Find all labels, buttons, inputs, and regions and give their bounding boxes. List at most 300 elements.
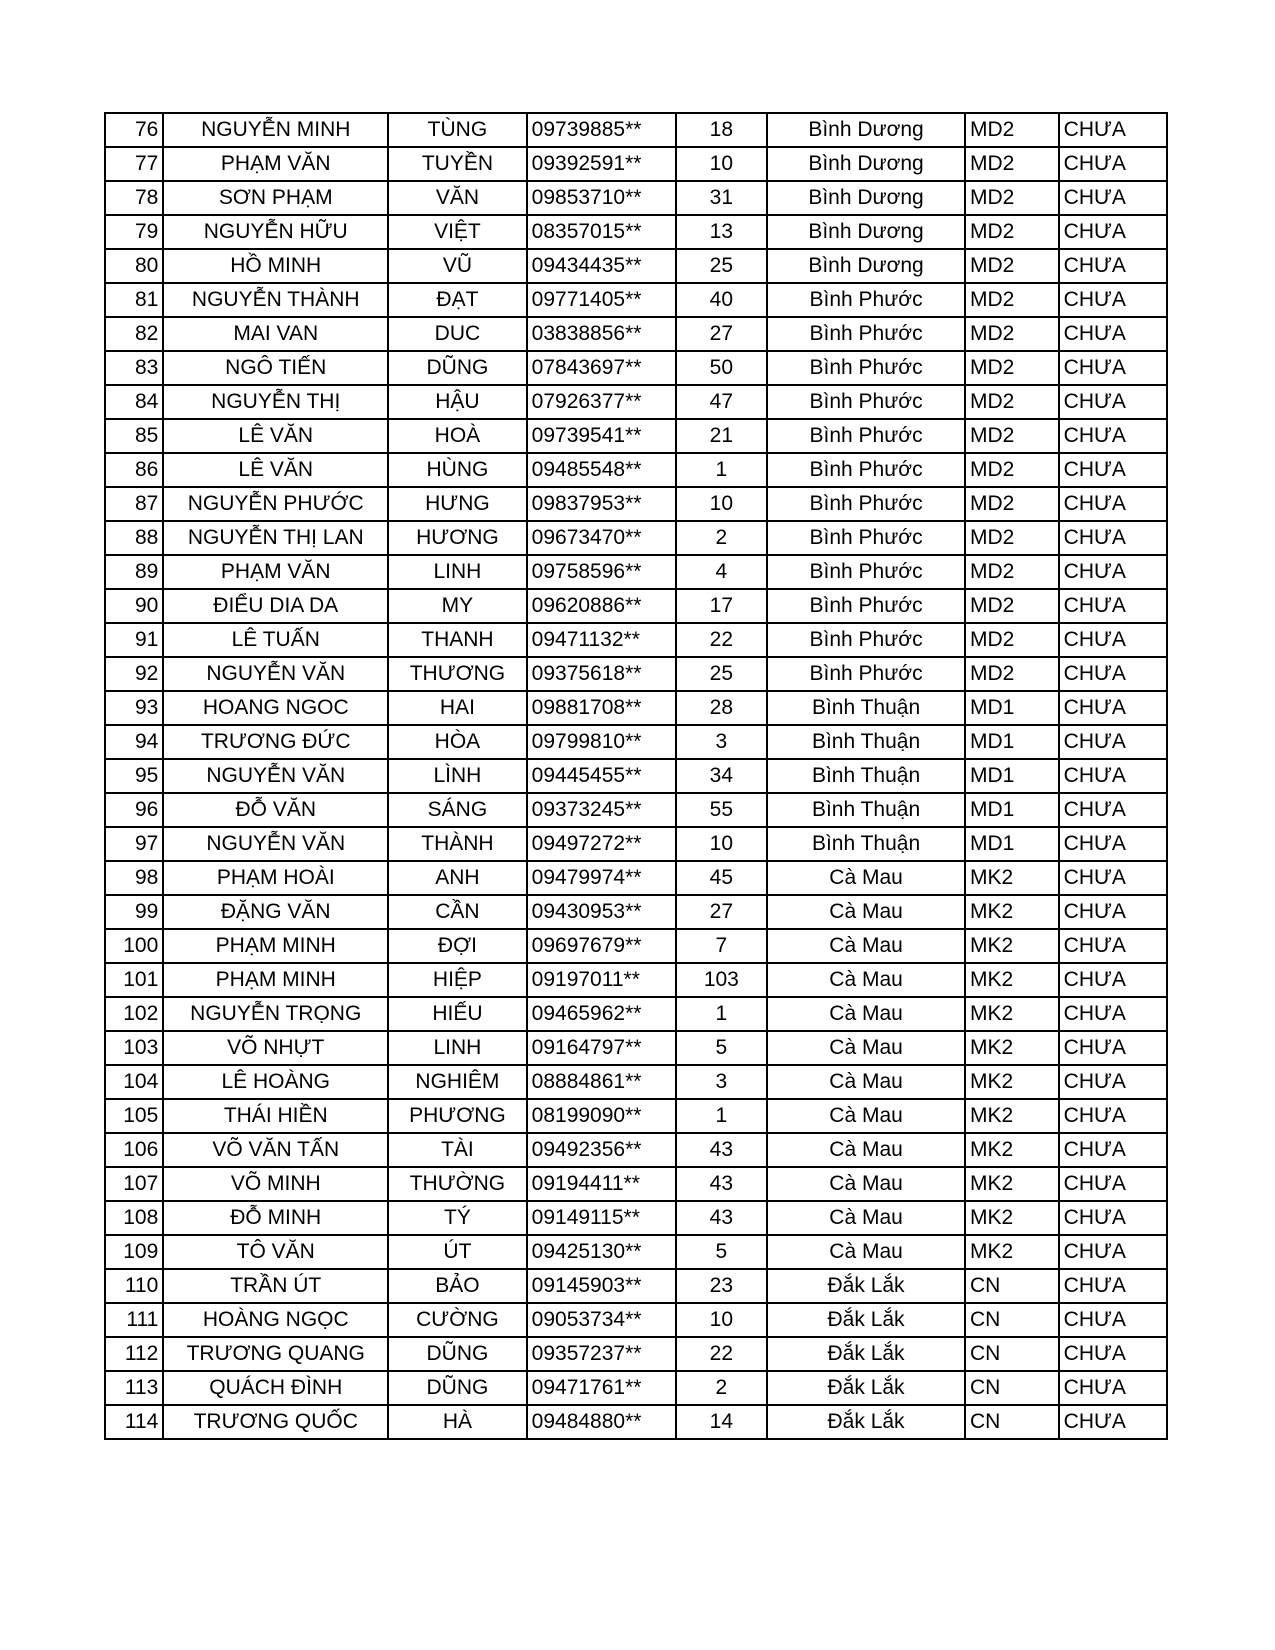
status-cell: CHƯA — [1059, 215, 1167, 249]
status-cell: CHƯA — [1059, 691, 1167, 725]
table-row — [105, 249, 1167, 283]
province-cell: Cà Mau — [767, 861, 965, 895]
status-cell: CHƯA — [1059, 725, 1167, 759]
given-name-cell: THƯƠNG — [388, 657, 526, 691]
given-name-cell: DŨNG — [388, 1337, 526, 1371]
quantity-cell: 4 — [676, 555, 768, 589]
status-cell: CHƯA — [1059, 1303, 1167, 1337]
given-name-cell: DUC — [388, 317, 526, 351]
quantity-cell: 25 — [676, 249, 768, 283]
row-number-cell: 82 — [105, 317, 163, 351]
quantity-cell: 22 — [676, 1337, 768, 1371]
quantity-cell: 25 — [676, 657, 768, 691]
row-number-cell: 91 — [105, 623, 163, 657]
region-code-cell: MK2 — [965, 1099, 1059, 1133]
given-name-cell: ĐẠT — [388, 283, 526, 317]
given-name-cell: THƯỜNG — [388, 1167, 526, 1201]
status-cell: CHƯA — [1059, 487, 1167, 521]
status-cell: CHƯA — [1059, 759, 1167, 793]
region-code-cell: MD2 — [965, 283, 1059, 317]
phone-number-cell: 09465962** — [527, 997, 676, 1031]
phone-number-cell: 09497272** — [527, 827, 676, 861]
table-row — [105, 1303, 1167, 1337]
region-code-cell: MD1 — [965, 759, 1059, 793]
table-row — [105, 1201, 1167, 1235]
phone-number-cell: 09479974** — [527, 861, 676, 895]
family-middle-name-cell: TRƯƠNG QUANG — [163, 1337, 388, 1371]
phone-number-cell: 09484880** — [527, 1405, 676, 1439]
family-middle-name-cell: NGUYỄN PHƯỚC — [163, 487, 388, 521]
phone-number-cell: 09739885** — [527, 113, 676, 147]
province-cell: Đắk Lắk — [767, 1269, 965, 1303]
province-cell: Bình Dương — [767, 215, 965, 249]
province-cell: Bình Thuận — [767, 793, 965, 827]
quantity-cell: 18 — [676, 113, 768, 147]
row-number-cell: 99 — [105, 895, 163, 929]
row-number-cell: 87 — [105, 487, 163, 521]
given-name-cell: VĂN — [388, 181, 526, 215]
status-cell: CHƯA — [1059, 1337, 1167, 1371]
given-name-cell: ÚT — [388, 1235, 526, 1269]
region-code-cell: CN — [965, 1337, 1059, 1371]
status-cell: CHƯA — [1059, 351, 1167, 385]
phone-number-cell: 09392591** — [527, 147, 676, 181]
table-row — [105, 1167, 1167, 1201]
province-cell: Cà Mau — [767, 1031, 965, 1065]
region-code-cell: MD2 — [965, 453, 1059, 487]
family-middle-name-cell: LÊ VĂN — [163, 419, 388, 453]
family-middle-name-cell: VÕ NHỰT — [163, 1031, 388, 1065]
row-number-cell: 81 — [105, 283, 163, 317]
given-name-cell: MY — [388, 589, 526, 623]
phone-number-cell: 09492356** — [527, 1133, 676, 1167]
row-number-cell: 109 — [105, 1235, 163, 1269]
phone-number-cell: 09053734** — [527, 1303, 676, 1337]
family-middle-name-cell: MAI VAN — [163, 317, 388, 351]
table-row — [105, 113, 1167, 147]
region-code-cell: CN — [965, 1303, 1059, 1337]
table-row — [105, 1337, 1167, 1371]
row-number-cell: 104 — [105, 1065, 163, 1099]
family-middle-name-cell: NGÔ TIẾN — [163, 351, 388, 385]
quantity-cell: 45 — [676, 861, 768, 895]
given-name-cell: THANH — [388, 623, 526, 657]
table-row — [105, 147, 1167, 181]
province-cell: Cà Mau — [767, 1235, 965, 1269]
province-cell: Cà Mau — [767, 997, 965, 1031]
family-middle-name-cell: ĐIỂU DIA DA — [163, 589, 388, 623]
family-middle-name-cell: TÔ VĂN — [163, 1235, 388, 1269]
row-number-cell: 92 — [105, 657, 163, 691]
row-number-cell: 96 — [105, 793, 163, 827]
status-cell: CHƯA — [1059, 963, 1167, 997]
quantity-cell: 28 — [676, 691, 768, 725]
status-cell: CHƯA — [1059, 1201, 1167, 1235]
family-middle-name-cell: QUÁCH ĐÌNH — [163, 1371, 388, 1405]
province-cell: Bình Phước — [767, 283, 965, 317]
status-cell: CHƯA — [1059, 1133, 1167, 1167]
table-row — [105, 1099, 1167, 1133]
given-name-cell: THÀNH — [388, 827, 526, 861]
given-name-cell: TÙNG — [388, 113, 526, 147]
quantity-cell: 7 — [676, 929, 768, 963]
quantity-cell: 21 — [676, 419, 768, 453]
given-name-cell: NGHIÊM — [388, 1065, 526, 1099]
province-cell: Cà Mau — [767, 1133, 965, 1167]
quantity-cell: 5 — [676, 1031, 768, 1065]
table-row — [105, 521, 1167, 555]
quantity-cell: 50 — [676, 351, 768, 385]
row-number-cell: 84 — [105, 385, 163, 419]
province-cell: Bình Phước — [767, 623, 965, 657]
family-middle-name-cell: ĐẶNG VĂN — [163, 895, 388, 929]
province-cell: Bình Phước — [767, 453, 965, 487]
row-number-cell: 89 — [105, 555, 163, 589]
region-code-cell: MK2 — [965, 861, 1059, 895]
given-name-cell: HƯNG — [388, 487, 526, 521]
quantity-cell: 13 — [676, 215, 768, 249]
family-middle-name-cell: HOANG NGOC — [163, 691, 388, 725]
province-cell: Cà Mau — [767, 929, 965, 963]
table-row — [105, 793, 1167, 827]
status-cell: CHƯA — [1059, 453, 1167, 487]
family-middle-name-cell: ĐỖ MINH — [163, 1201, 388, 1235]
region-code-cell: MD2 — [965, 487, 1059, 521]
phone-number-cell: 09837953** — [527, 487, 676, 521]
table-row — [105, 419, 1167, 453]
province-cell: Bình Dương — [767, 113, 965, 147]
table-row — [105, 351, 1167, 385]
row-number-cell: 105 — [105, 1099, 163, 1133]
family-middle-name-cell: NGUYỄN TRỌNG — [163, 997, 388, 1031]
family-middle-name-cell: PHẠM HOÀI — [163, 861, 388, 895]
quantity-cell: 103 — [676, 963, 768, 997]
table-row — [105, 1133, 1167, 1167]
row-number-cell: 111 — [105, 1303, 163, 1337]
given-name-cell: HAI — [388, 691, 526, 725]
phone-number-cell: 09739541** — [527, 419, 676, 453]
given-name-cell: PHƯƠNG — [388, 1099, 526, 1133]
region-code-cell: MK2 — [965, 1167, 1059, 1201]
status-cell: CHƯA — [1059, 1065, 1167, 1099]
row-number-cell: 98 — [105, 861, 163, 895]
status-cell: CHƯA — [1059, 1099, 1167, 1133]
region-code-cell: MD2 — [965, 555, 1059, 589]
province-cell: Đắk Lắk — [767, 1371, 965, 1405]
table-row — [105, 997, 1167, 1031]
phone-number-cell: 09357237** — [527, 1337, 676, 1371]
status-cell: CHƯA — [1059, 249, 1167, 283]
family-middle-name-cell: NGUYỄN THỊ — [163, 385, 388, 419]
phone-number-cell: 09149115** — [527, 1201, 676, 1235]
table-row — [105, 1269, 1167, 1303]
family-middle-name-cell: PHẠM MINH — [163, 963, 388, 997]
status-cell: CHƯA — [1059, 997, 1167, 1031]
province-cell: Bình Thuận — [767, 827, 965, 861]
phone-number-cell: 09673470** — [527, 521, 676, 555]
phone-number-cell: 09445455** — [527, 759, 676, 793]
table-row — [105, 657, 1167, 691]
given-name-cell: VIỆT — [388, 215, 526, 249]
roster-table — [104, 112, 1168, 1440]
row-number-cell: 110 — [105, 1269, 163, 1303]
region-code-cell: MK2 — [965, 997, 1059, 1031]
status-cell: CHƯA — [1059, 623, 1167, 657]
status-cell: CHƯA — [1059, 385, 1167, 419]
table-row — [105, 691, 1167, 725]
given-name-cell: HOÀ — [388, 419, 526, 453]
table-row — [105, 759, 1167, 793]
quantity-cell: 1 — [676, 1099, 768, 1133]
family-middle-name-cell: PHẠM VĂN — [163, 555, 388, 589]
status-cell: CHƯA — [1059, 1031, 1167, 1065]
province-cell: Bình Thuận — [767, 725, 965, 759]
family-middle-name-cell: PHẠM MINH — [163, 929, 388, 963]
family-middle-name-cell: NGUYỄN HỮU — [163, 215, 388, 249]
region-code-cell: MD2 — [965, 419, 1059, 453]
given-name-cell: BẢO — [388, 1269, 526, 1303]
quantity-cell: 2 — [676, 1371, 768, 1405]
status-cell: CHƯA — [1059, 181, 1167, 215]
given-name-cell: CƯỜNG — [388, 1303, 526, 1337]
region-code-cell: MD2 — [965, 521, 1059, 555]
quantity-cell: 34 — [676, 759, 768, 793]
province-cell: Đắk Lắk — [767, 1337, 965, 1371]
family-middle-name-cell: HỒ MINH — [163, 249, 388, 283]
table-row — [105, 215, 1167, 249]
table-row — [105, 283, 1167, 317]
family-middle-name-cell: TRƯƠNG ĐỨC — [163, 725, 388, 759]
status-cell: CHƯA — [1059, 317, 1167, 351]
region-code-cell: MK2 — [965, 1065, 1059, 1099]
quantity-cell: 10 — [676, 487, 768, 521]
given-name-cell: LINH — [388, 1031, 526, 1065]
roster-body — [105, 113, 1167, 1439]
status-cell: CHƯA — [1059, 1235, 1167, 1269]
region-code-cell: MK2 — [965, 1031, 1059, 1065]
quantity-cell: 1 — [676, 453, 768, 487]
status-cell: CHƯA — [1059, 1269, 1167, 1303]
quantity-cell: 47 — [676, 385, 768, 419]
province-cell: Cà Mau — [767, 1065, 965, 1099]
phone-number-cell: 07843697** — [527, 351, 676, 385]
quantity-cell: 14 — [676, 1405, 768, 1439]
region-code-cell: MD2 — [965, 215, 1059, 249]
province-cell: Cà Mau — [767, 1167, 965, 1201]
family-middle-name-cell: HOÀNG NGỌC — [163, 1303, 388, 1337]
row-number-cell: 79 — [105, 215, 163, 249]
row-number-cell: 76 — [105, 113, 163, 147]
phone-number-cell: 09881708** — [527, 691, 676, 725]
region-code-cell: MD2 — [965, 623, 1059, 657]
row-number-cell: 93 — [105, 691, 163, 725]
row-number-cell: 102 — [105, 997, 163, 1031]
quantity-cell: 43 — [676, 1167, 768, 1201]
family-middle-name-cell: LÊ TUẤN — [163, 623, 388, 657]
status-cell: CHƯA — [1059, 147, 1167, 181]
quantity-cell: 27 — [676, 317, 768, 351]
table-row — [105, 555, 1167, 589]
table-row — [105, 385, 1167, 419]
region-code-cell: MK2 — [965, 895, 1059, 929]
status-cell: CHƯA — [1059, 419, 1167, 453]
phone-number-cell: 09373245** — [527, 793, 676, 827]
table-row — [105, 861, 1167, 895]
region-code-cell: CN — [965, 1371, 1059, 1405]
region-code-cell: MD2 — [965, 147, 1059, 181]
phone-number-cell: 09430953** — [527, 895, 676, 929]
province-cell: Bình Dương — [767, 147, 965, 181]
region-code-cell: MD1 — [965, 691, 1059, 725]
province-cell: Bình Phước — [767, 555, 965, 589]
quantity-cell: 23 — [676, 1269, 768, 1303]
quantity-cell: 3 — [676, 725, 768, 759]
quantity-cell: 43 — [676, 1201, 768, 1235]
table-row — [105, 827, 1167, 861]
row-number-cell: 101 — [105, 963, 163, 997]
row-number-cell: 97 — [105, 827, 163, 861]
family-middle-name-cell: ĐỖ VĂN — [163, 793, 388, 827]
phone-number-cell: 08199090** — [527, 1099, 676, 1133]
given-name-cell: DŨNG — [388, 1371, 526, 1405]
region-code-cell: MK2 — [965, 1201, 1059, 1235]
given-name-cell: SÁNG — [388, 793, 526, 827]
region-code-cell: MD2 — [965, 113, 1059, 147]
status-cell: CHƯA — [1059, 1167, 1167, 1201]
region-code-cell: MD2 — [965, 657, 1059, 691]
phone-number-cell: 09620886** — [527, 589, 676, 623]
row-number-cell: 106 — [105, 1133, 163, 1167]
given-name-cell: LINH — [388, 555, 526, 589]
phone-number-cell: 09197011** — [527, 963, 676, 997]
status-cell: CHƯA — [1059, 895, 1167, 929]
province-cell: Bình Thuận — [767, 691, 965, 725]
quantity-cell: 27 — [676, 895, 768, 929]
given-name-cell: HẬU — [388, 385, 526, 419]
quantity-cell: 22 — [676, 623, 768, 657]
status-cell: CHƯA — [1059, 861, 1167, 895]
family-middle-name-cell: SƠN PHẠM — [163, 181, 388, 215]
phone-number-cell: 07926377** — [527, 385, 676, 419]
given-name-cell: HÙNG — [388, 453, 526, 487]
region-code-cell: CN — [965, 1269, 1059, 1303]
status-cell: CHƯA — [1059, 657, 1167, 691]
given-name-cell: HIỆP — [388, 963, 526, 997]
row-number-cell: 95 — [105, 759, 163, 793]
table-row — [105, 1235, 1167, 1269]
status-cell: CHƯA — [1059, 555, 1167, 589]
quantity-cell: 31 — [676, 181, 768, 215]
region-code-cell: CN — [965, 1405, 1059, 1439]
family-middle-name-cell: LÊ VĂN — [163, 453, 388, 487]
status-cell: CHƯA — [1059, 113, 1167, 147]
phone-number-cell: 09758596** — [527, 555, 676, 589]
quantity-cell: 40 — [676, 283, 768, 317]
family-middle-name-cell: NGUYỄN THÀNH — [163, 283, 388, 317]
table-row — [105, 1065, 1167, 1099]
row-number-cell: 88 — [105, 521, 163, 555]
row-number-cell: 94 — [105, 725, 163, 759]
table-row — [105, 623, 1167, 657]
row-number-cell: 80 — [105, 249, 163, 283]
region-code-cell: MD2 — [965, 351, 1059, 385]
given-name-cell: ANH — [388, 861, 526, 895]
quantity-cell: 10 — [676, 147, 768, 181]
region-code-cell: MD1 — [965, 793, 1059, 827]
family-middle-name-cell: NGUYỄN VĂN — [163, 657, 388, 691]
phone-number-cell: 03838856** — [527, 317, 676, 351]
status-cell: CHƯA — [1059, 1405, 1167, 1439]
province-cell: Bình Thuận — [767, 759, 965, 793]
province-cell: Đắk Lắk — [767, 1405, 965, 1439]
province-cell: Đắk Lắk — [767, 1303, 965, 1337]
table-row — [105, 453, 1167, 487]
table-row — [105, 181, 1167, 215]
region-code-cell: MD2 — [965, 249, 1059, 283]
table-row — [105, 725, 1167, 759]
province-cell: Bình Phước — [767, 487, 965, 521]
status-cell: CHƯA — [1059, 1371, 1167, 1405]
province-cell: Bình Phước — [767, 657, 965, 691]
table-row — [105, 963, 1167, 997]
province-cell: Bình Phước — [767, 317, 965, 351]
phone-number-cell: 09697679** — [527, 929, 676, 963]
quantity-cell: 1 — [676, 997, 768, 1031]
quantity-cell: 43 — [676, 1133, 768, 1167]
region-code-cell: MD2 — [965, 317, 1059, 351]
table-row — [105, 929, 1167, 963]
given-name-cell: HIẾU — [388, 997, 526, 1031]
table-row — [105, 1031, 1167, 1065]
row-number-cell: 107 — [105, 1167, 163, 1201]
family-middle-name-cell: TRƯƠNG QUỐC — [163, 1405, 388, 1439]
given-name-cell: CẦN — [388, 895, 526, 929]
row-number-cell: 113 — [105, 1371, 163, 1405]
row-number-cell: 77 — [105, 147, 163, 181]
phone-number-cell: 09425130** — [527, 1235, 676, 1269]
given-name-cell: TÝ — [388, 1201, 526, 1235]
table-row — [105, 487, 1167, 521]
table-row — [105, 895, 1167, 929]
province-cell: Cà Mau — [767, 1099, 965, 1133]
phone-number-cell: 09471132** — [527, 623, 676, 657]
status-cell: CHƯA — [1059, 283, 1167, 317]
family-middle-name-cell: NGUYỄN THỊ LAN — [163, 521, 388, 555]
quantity-cell: 2 — [676, 521, 768, 555]
quantity-cell: 10 — [676, 1303, 768, 1337]
phone-number-cell: 09485548** — [527, 453, 676, 487]
given-name-cell: TUYỀN — [388, 147, 526, 181]
region-code-cell: MD2 — [965, 385, 1059, 419]
phone-number-cell: 09164797** — [527, 1031, 676, 1065]
phone-number-cell: 09375618** — [527, 657, 676, 691]
quantity-cell: 55 — [676, 793, 768, 827]
family-middle-name-cell: LÊ HOÀNG — [163, 1065, 388, 1099]
family-middle-name-cell: NGUYỄN MINH — [163, 113, 388, 147]
row-number-cell: 85 — [105, 419, 163, 453]
status-cell: CHƯA — [1059, 827, 1167, 861]
quantity-cell: 17 — [676, 589, 768, 623]
region-code-cell: MK2 — [965, 929, 1059, 963]
given-name-cell: LÌNH — [388, 759, 526, 793]
table-row — [105, 317, 1167, 351]
table-row — [105, 589, 1167, 623]
region-code-cell: MD1 — [965, 725, 1059, 759]
row-number-cell: 112 — [105, 1337, 163, 1371]
family-middle-name-cell: VÕ MINH — [163, 1167, 388, 1201]
region-code-cell: MD2 — [965, 589, 1059, 623]
phone-number-cell: 09145903** — [527, 1269, 676, 1303]
